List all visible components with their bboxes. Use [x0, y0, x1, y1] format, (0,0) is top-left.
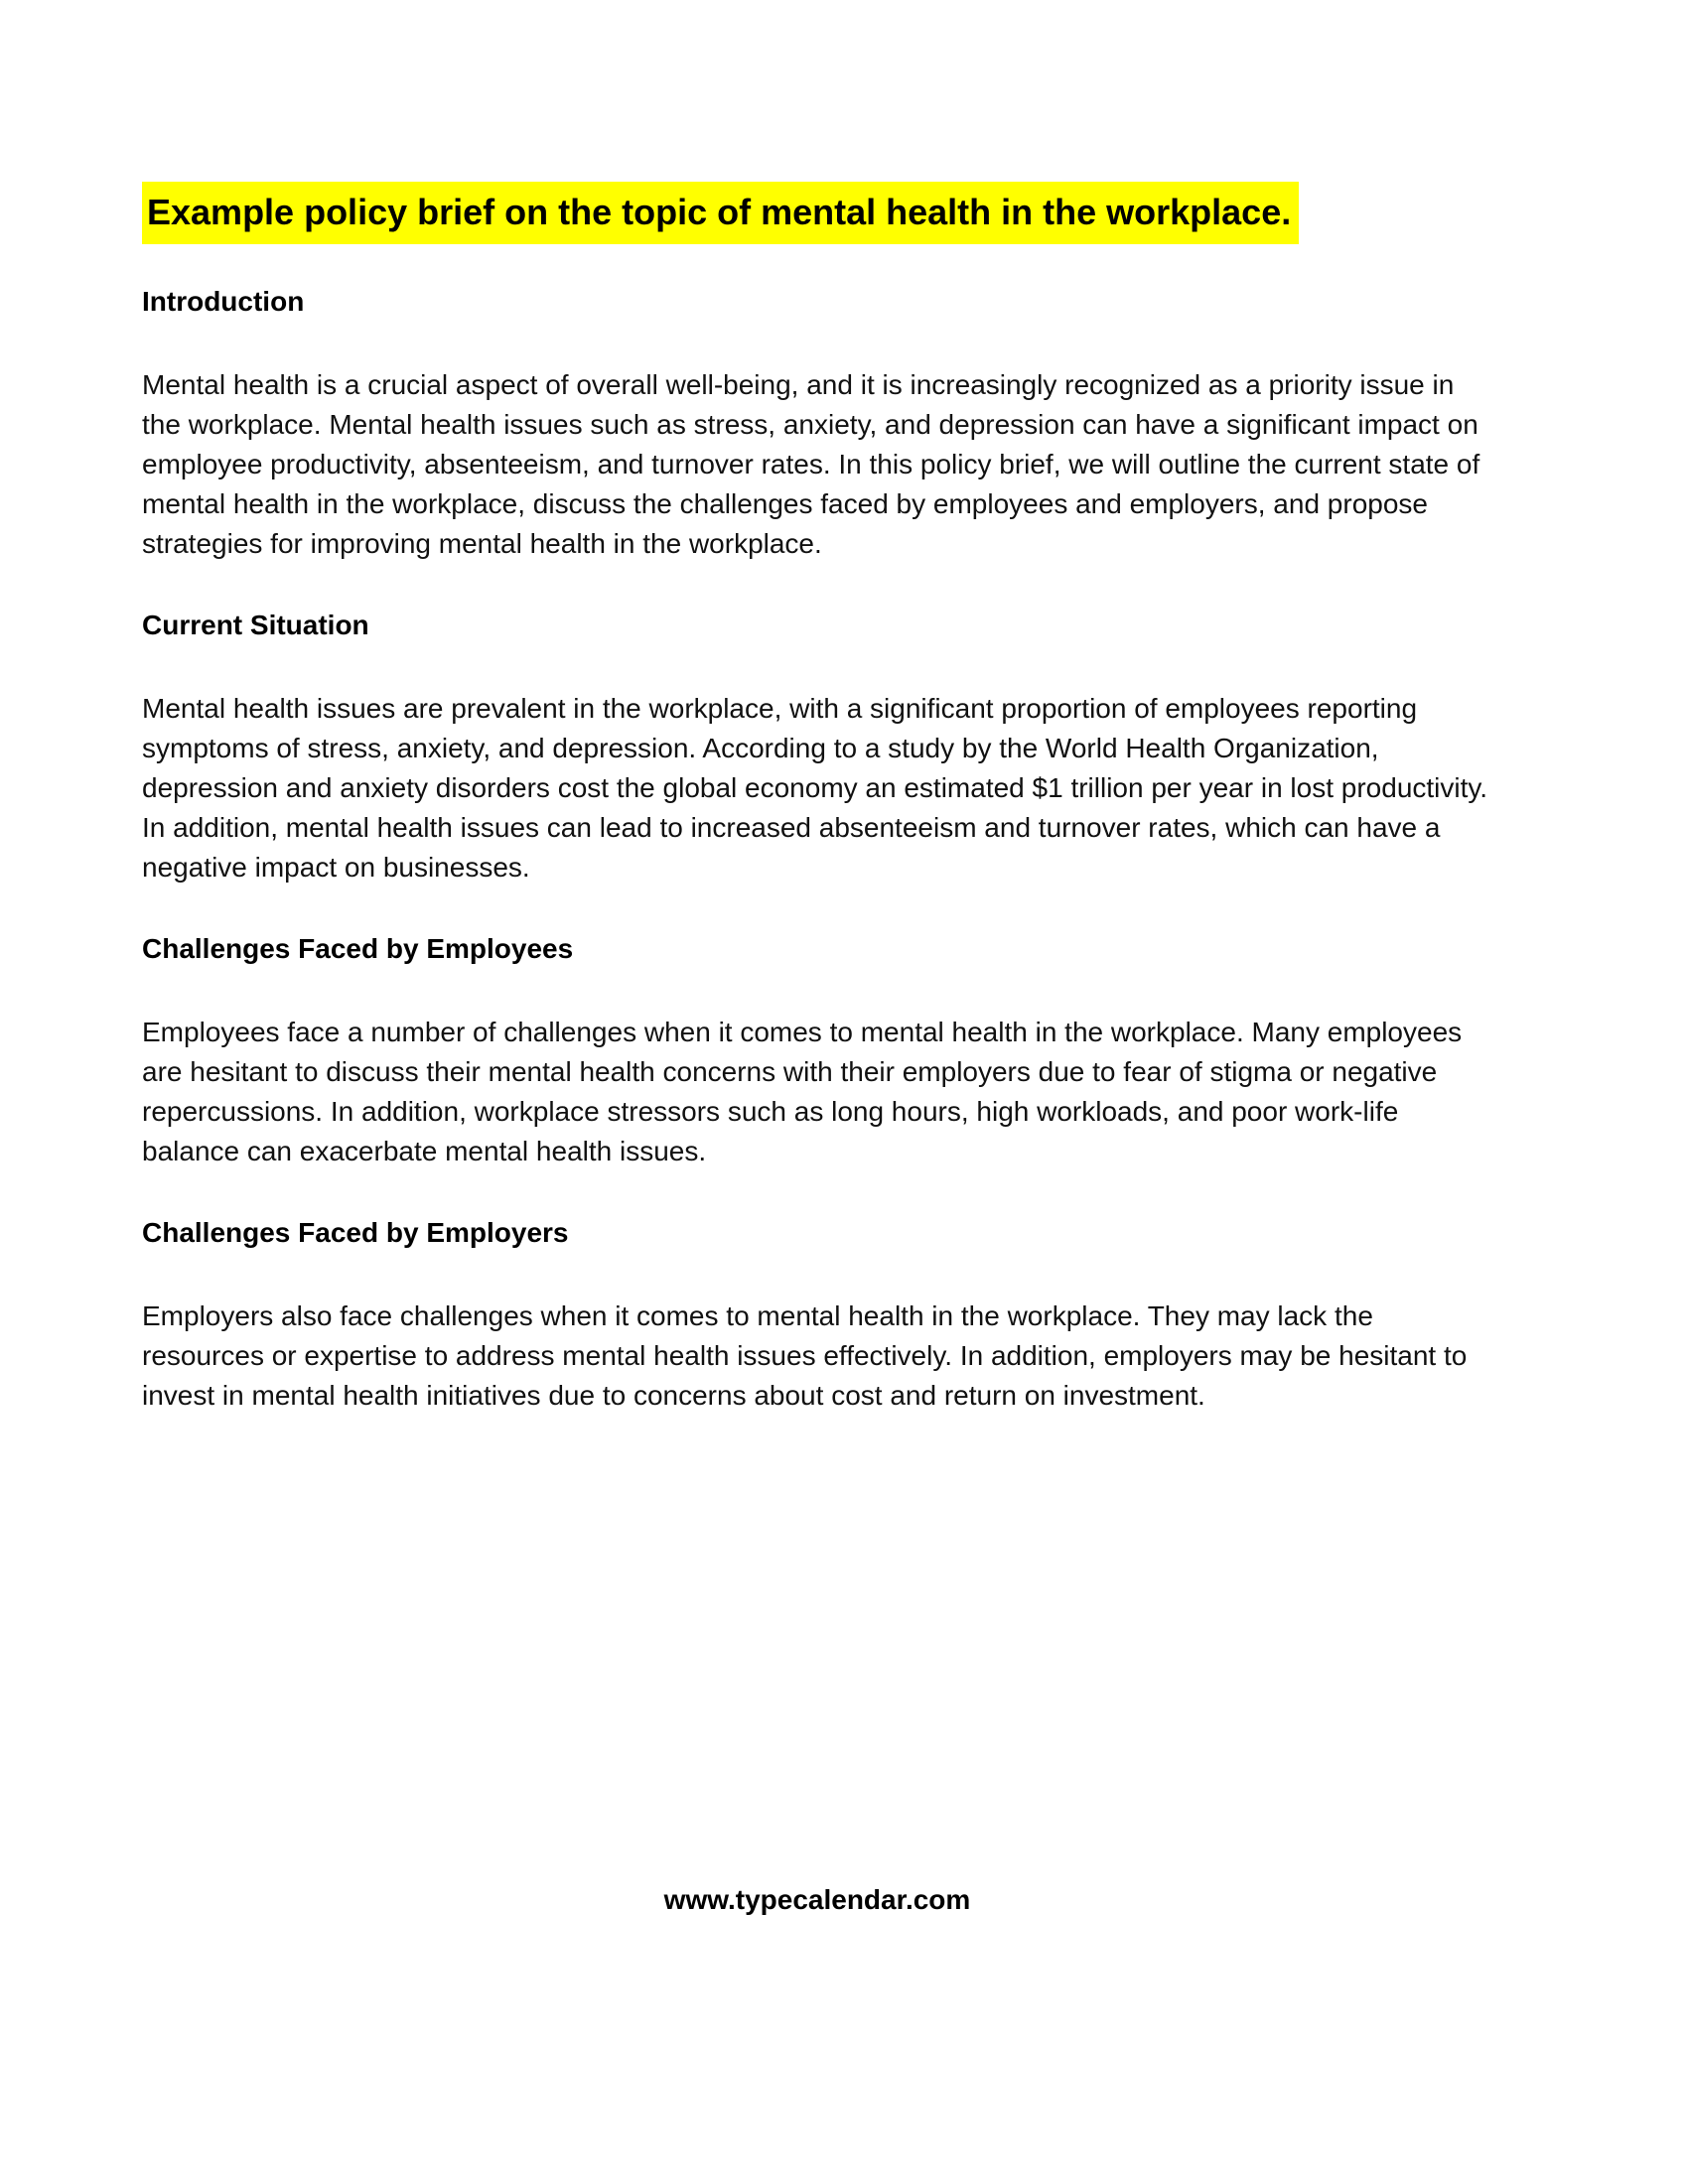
- footer-url: www.typecalendar.com: [663, 1884, 971, 1915]
- section-heading-challenges-employers: Challenges Faced by Employers: [142, 1217, 569, 1248]
- section-body-challenges-employers: Employers also face challenges when it comes to mental health in the workplace. They may lack the resources or expertise to address mental health issues effectively. In addition, employers may be hesitant to invest in mental health initiatives due to concerns about cost and return on investment.: [142, 1300, 1468, 1411]
- section-body-challenges-employees: Employees face a number of challenges when it comes to mental health in the workplace. Many employees are hesitant to discuss their mental health concerns with their employers due to fear of stigma or negative repercussions. In addition, workplace stressors such as long hours, high workloads, and poor work-life balance can exacerbate mental health issues.: [142, 1017, 1463, 1166]
- highlighted-title-text: Example policy brief on the topic of mental health in the workplace.: [142, 182, 1299, 244]
- section-heading-introduction: Introduction: [142, 286, 305, 317]
- section-body-current-situation: Mental health issues are prevalent in the workplace, with a significant proportion of employees reporting symptoms of stress, anxiety, and depression. According to a study by the World Health Organization, depression and anxiety disorders cost the global economy an estimated $1 trillion per year in lost productivity. In addition, mental health issues can lead to increased absenteeism and turnover rates, which can have a negative impact on businesses.: [142, 693, 1488, 883]
- section-body-introduction: Mental health is a crucial aspect of overall well-being, and it is increasingly recognized as a priority issue in the workplace. Mental health issues such as stress, anxiety, and depression can have a significant impact on employee productivity, absenteeism, and turnover rates. In this policy brief, we will outline the current state of mental health in the workplace, discuss the challenges faced by employees and employers, and propose strategies for improving mental health in the workplace.: [142, 369, 1480, 559]
- section-heading-current-situation: Current Situation: [142, 610, 369, 640]
- page-title: [142, 192, 1492, 232]
- section-heading-challenges-employees: Challenges Faced by Employees: [142, 933, 574, 964]
- document-content: [142, 192, 1492, 1457]
